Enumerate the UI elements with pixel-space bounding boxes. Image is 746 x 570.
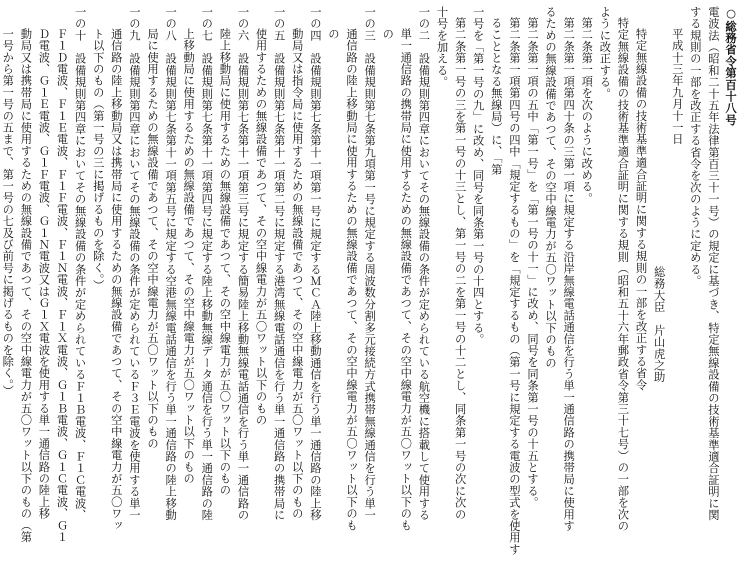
text-line: 第二条第一号の三を第一号の十三とし、第一号の二を第一号の十二とし、同条第一号の次に次の (453, 17, 467, 521)
text-line: 一号を「第一号の九」に改め、同号を同条第一号の十四とする。 (471, 6, 485, 346)
text-line: する規則の一部を改正する省令を次のように定める。 (688, 6, 702, 287)
text-line: 動局又は携帯局に使用するための無線設備であつて、その空中線電力が五〇ワット以下のもの（第 (19, 28, 33, 543)
text-line: 特定無線設備の技術基準適合証明に関する規則の一部を改正する省令 (634, 28, 648, 391)
text-line: 一の六 設備規則第七条第十一項第三号に規定する簡易陸上移動無線電話通信を行う単一通信路の (236, 6, 250, 521)
text-line: 一の十 設備規則第四章においてその無線設備の条件が定められているＦ１Ｂ電波、Ｆ１Ｃ電波、 (73, 6, 87, 521)
text-line: 一の七 設備規則第七条第十一項第四号に規定する陸上移動無線データ通信を行う単一通信路の陸 (200, 6, 214, 521)
text-line: Ｆ１Ｄ電波、Ｆ１Ｅ電波、Ｆ１Ｆ電波、Ｆ１Ｎ電波、Ｆ１Ｘ電波、Ｇ１Ｂ電波、Ｇ１Ｃ電波、Ｇ１ (55, 28, 69, 543)
text-line: ように改正する。 (598, 6, 612, 100)
vertical-text-body (1, 6, 740, 564)
text-line: 一の五 設備規則第七条第十一項第二号に規定する港湾無線電話通信を行う単一通信路の携帯局に (272, 6, 286, 521)
text-line: 平成十三年九月十一日 (670, 28, 684, 145)
text-line: 総務大臣 片山虎之助 (652, 266, 666, 383)
text-line: 電波法（昭和二十五年法律第百三十一号）の規定に基づき、特定無線設備の技術基準適合証明に関 (706, 6, 720, 521)
text-line: るための無線設備であつて、その空中線電力が五〇ワット以下のもの (544, 6, 558, 369)
text-line: 上移動局に使用するための無線設備であつて、その空中線電力が五〇ワット以下のもの (182, 28, 196, 485)
text-line: 一の九 設備規則第四章においてその無線設備の条件が定められているＦ３Ｅ電波を使用する単一 (127, 6, 141, 521)
text-line: 通信路の陸上移動局又は携帯局に使用するための無線設備であつて、その空中線電力が五〇ワッ (109, 28, 123, 532)
text-line: 一の八 設備規則第七条第十一項第五号に規定する空港無線電話通信を行う単一通信路の陸上移動 (164, 6, 178, 521)
ordinance-title: ○総務省令第百十八号 (724, 6, 738, 126)
text-line: の (326, 28, 340, 40)
text-line: 特定無線設備の技術基準適合証明に関する規則（昭和五十六年郵政省令第三十七号）の一部を次の (616, 17, 630, 532)
text-line: 一の二 設備規則第四章においてその無線設備の条件が定められている航空機に搭載して使用する (417, 6, 431, 521)
text-line: 一号から第一号の五まで、第一号の七及び前号に掲げるものを除く。） (1, 28, 15, 397)
text-line: 第二条第一項第四号の四中「規定するもの」を「規定するもの（第一号に規定する電波の型式を使用することとなる無線局）に、「第 (489, 17, 521, 556)
text-line: 単一通信路の携帯局に使用するための無線設備であつて、その空中線電力が五〇ワット以下のも (399, 28, 413, 532)
text-line: 第二条第一項を次のように改める。 (580, 17, 594, 205)
text-line: 使用するための無線設備であつて、その空中線電力が五〇ワット以下のもの (254, 28, 268, 426)
text-line: の (381, 28, 395, 40)
text-line: 第二条第一項第四十条の三第一項に規定する沿岸無線電話通信を行う単一通信路の携帯局に使用す (562, 17, 576, 532)
text-line: 第二条第一項の五中「第一号」を「第一号の十一」に改め、同号を同条第一号の十五とする。 (525, 17, 539, 509)
text-line: 一の三 設備規則第七条第九項第一号に規定する周波数分割多元接続方式携帯無線通信を行う単一 (363, 6, 377, 521)
text-line: Ｄ電波、Ｇ１Ｅ電波、Ｇ１Ｆ電波、Ｇ１Ｎ電波又はＧ１Ｘ電波を使用する単一通信路の陸上移 (37, 28, 51, 520)
text-line: 一の四 設備規則第七条第十一項第一号に規定するＭＣＡ陸上移動通信を行う単一通信路の陸上移 (308, 6, 322, 521)
text-line: 陸上移動局に使用するための無線設備であつて、その空中線電力が五〇ワット以下のもの (218, 28, 232, 496)
text-line: 局に使用するための無線設備であつて、その空中線電力が五〇ワット以下のもの (146, 28, 159, 450)
text-line: 動局又は指令局に使用するための無線設備であつて、その空中線電力が五〇ワット以下のもの (290, 28, 304, 520)
text-line: 十号を加える。 (435, 6, 449, 88)
text-line: 通信路の陸上移動局に使用するための無線設備であつて、その空中線電力が五〇ワット以下のも (345, 28, 359, 532)
text-line: ト以下のもの（第一号の三に掲げるものを除く。） (91, 28, 105, 292)
